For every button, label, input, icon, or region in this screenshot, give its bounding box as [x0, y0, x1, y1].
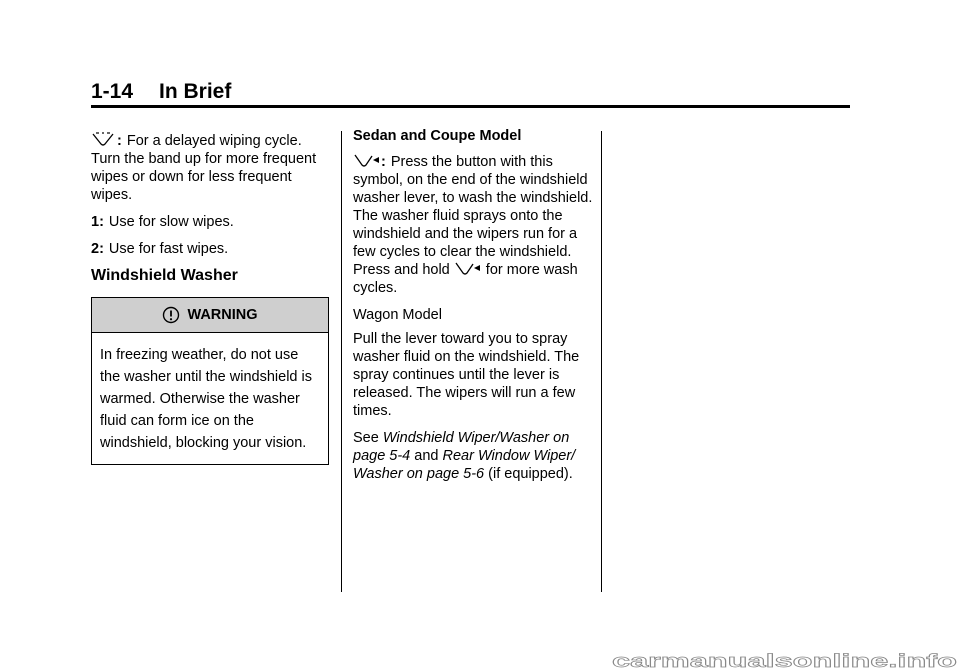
page-title: In Brief: [159, 80, 232, 103]
warning-text: In freezing weather, do not use the washer until the windshield is warmed. Otherwise the washer fluid can form ice on the windshield, blocking your vision.: [100, 347, 312, 451]
delay-paragraph: : For a delayed wiping cycle. Turn the band up for more frequent wipes or down for less frequent wipes.: [91, 133, 317, 203]
list-item: [91, 240, 331, 258]
washer-icon: [353, 153, 379, 169]
warning-box: [91, 297, 329, 465]
left-column: [91, 132, 331, 465]
sedan-paragraph: : Press the button with this symbol, on the end of the windshield washer lever, to wash the windshield. The washer fluid sprays onto the windshield and the wipers run for a few cycles to clear the windshield. Press and hold for more wash cycles.: [353, 154, 593, 296]
page-number: 1-14: [91, 80, 134, 103]
svg-text:carmanualsonline.info: carmanualsonline.info: [612, 651, 957, 671]
sedan-text-end: for more wash cycles.: [353, 262, 578, 296]
item-label: 1:: [91, 214, 104, 230]
see-also: See Windshield Wiper/Washer on page 5-4 and Rear Window Wiper/ Washer on page 5-6 (if equipped).: [353, 430, 576, 482]
right-column: [353, 127, 593, 492]
item-text: Use for slow wipes.: [108, 214, 234, 230]
column-divider: [601, 131, 602, 592]
warning-title: WARNING: [187, 307, 258, 323]
column-divider: [341, 131, 342, 592]
washer-icon: [454, 261, 480, 277]
delay-description: For a delayed wiping cycle. Turn the band up for more frequent wipes or down for less frequent wipes.: [91, 133, 317, 203]
link-rear-window-wiper[interactable]: Rear Window Wiper/ Washer on page 5-6: [353, 448, 576, 482]
wagon-heading: Wagon Model: [353, 307, 442, 323]
watermark: [612, 651, 960, 671]
list-item: [91, 213, 331, 231]
item-text: Use for fast wipes.: [108, 241, 229, 257]
section-heading: Windshield Washer: [91, 267, 238, 284]
sedan-heading: Sedan and Coupe Model: [353, 128, 522, 144]
sedan-text: Press the button with this symbol, on the end of the windshield washer lever, to wash the windshield. The washer fluid sprays onto the windshield and the wipers run for a few cycles to clear the windshield. Press and hold: [353, 154, 593, 278]
wiper-delay-icon: [91, 132, 115, 148]
page-header: [91, 78, 850, 108]
wagon-text: Pull the lever toward you to spray washer fluid on the windshield. The spray continues until the lever is released. The wipers will run a few times.: [353, 331, 580, 419]
link-windshield-wiper[interactable]: Windshield Wiper/Washer on page 5-4: [353, 430, 570, 464]
warning-header: [92, 298, 328, 333]
warning-icon: [162, 306, 180, 324]
item-label: 2:: [91, 241, 104, 257]
